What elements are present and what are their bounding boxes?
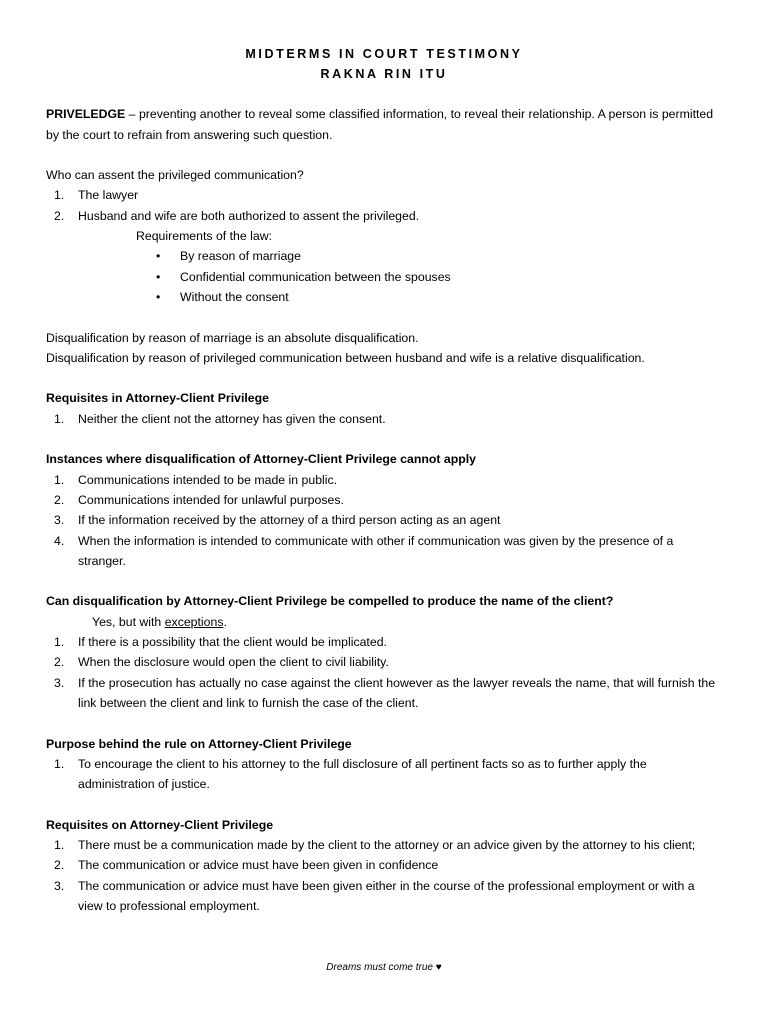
list-item: [46, 267, 722, 287]
list-item: [46, 287, 722, 307]
disqualification-relative: Disqualification by reason of privileged communication between husband and wife is a relative disqualification.: [46, 350, 645, 365]
requisites-list: [46, 409, 722, 429]
list-text: Neither the client not the attorney has given the consent.: [78, 411, 386, 426]
list-text: Communications intended for unlawful purposes.: [78, 492, 344, 507]
exceptions-link: exceptions: [164, 614, 224, 629]
requirements-heading: Requirements of the law:: [136, 229, 273, 244]
list-item: [46, 490, 722, 510]
disqualification-absolute: Disqualification by reason of marriage is an absolute disqualification.: [46, 330, 419, 345]
list-item: [46, 754, 722, 795]
list-number: 1.: [54, 837, 65, 852]
instances-list: [46, 470, 722, 571]
compelled-heading: Can disqualification by Attorney-Client Privilege be compelled to produce the name of the client?: [46, 594, 614, 609]
answer-prefix: Yes, but with: [92, 614, 165, 629]
list-text: By reason of marriage: [180, 249, 301, 264]
list-item: [46, 185, 722, 205]
list-text: To encourage the client to his attorney to the full disclosure of all pertinent facts so as to further apply the administration of justice.: [78, 756, 647, 792]
list-number: 1.: [54, 411, 65, 426]
list-text: Husband and wife are both authorized to assent the privileged.: [78, 208, 420, 223]
list-text: The communication or advice must have been given in confidence: [78, 858, 439, 873]
requisites-heading: Requisites in Attorney-Client Privilege: [46, 391, 269, 406]
list-text: Confidential communication between the spouses: [180, 269, 451, 284]
list-number: 4.: [54, 533, 65, 548]
list-text: There must be a communication made by the client to the attorney or an advice given by the attorney to his client;: [78, 837, 696, 852]
instances-heading: Instances where disqualification of Attorney-Client Privilege cannot apply: [46, 452, 477, 467]
list-number: 3.: [54, 675, 65, 690]
list-item: [46, 531, 722, 572]
list-item: [46, 246, 722, 266]
page-footer: Dreams must come true ♥: [326, 962, 442, 973]
who-can-assert-list: [46, 185, 722, 226]
exceptions-list: [46, 632, 722, 713]
list-number: 1.: [54, 756, 65, 771]
list-number: 2.: [54, 208, 65, 223]
list-text: When the information is intended to communicate with other if communication was given by the presence of a stranger.: [78, 533, 674, 568]
list-item: [46, 632, 722, 652]
list-number: 2.: [54, 492, 65, 507]
list-text: Communications intended to be made in public.: [78, 472, 338, 487]
requisites-on-heading: Requisites on Attorney-Client Privilege: [46, 817, 274, 832]
list-text: The lawyer: [78, 188, 139, 203]
requisites-on-list: [46, 835, 722, 916]
list-item: [46, 835, 722, 855]
list-text: Without the consent: [180, 289, 289, 304]
list-item: [46, 652, 722, 672]
bullet-icon: •: [156, 289, 161, 304]
purpose-heading: Purpose behind the rule on Attorney-Client Privilege: [46, 736, 352, 751]
list-item: [46, 510, 722, 530]
privilege-term: PRIVELEDGE: [46, 107, 126, 122]
list-item: [46, 673, 722, 714]
list-item: [46, 206, 722, 226]
compelled-answer: [46, 612, 722, 632]
list-text: When the disclosure would open the client to civil liability.: [78, 655, 389, 670]
list-number: 1.: [54, 188, 65, 203]
list-number: 1.: [54, 472, 65, 487]
list-number: 3.: [54, 878, 65, 893]
privilege-definition-text: – preventing another to reveal some classified information, to reveal their relationship. A person is permitted by the court to refrain from answering such question.: [46, 107, 714, 142]
list-number: 3.: [54, 513, 65, 528]
page-subtitle: RAKNA RIN ITU: [320, 67, 448, 81]
purpose-list: [46, 754, 722, 795]
bullet-icon: •: [156, 269, 161, 284]
list-text: The communication or advice must have been given either in the course of the professional employment or with a view to professional employment.: [78, 878, 695, 913]
privilege-definition: [46, 104, 722, 145]
list-text: If the information received by the attorney of a third person acting as an agent: [78, 513, 501, 528]
list-item: [46, 470, 722, 490]
who-can-assert-question: Who can assent the privileged communication?: [46, 168, 304, 183]
list-number: 2.: [54, 858, 65, 873]
list-item: [46, 876, 722, 917]
list-text: If the prosecution has actually no case against the client however as the lawyer reveals the name, that will furnish the link between the client and link to furnish the case of the client.: [78, 675, 716, 710]
answer-suffix: .: [223, 614, 227, 629]
list-item: [46, 409, 722, 429]
page-title: MIDTERMS IN COURT TESTIMONY: [245, 47, 523, 61]
list-number: 1.: [54, 635, 65, 650]
list-text: If there is a possibility that the client would be implicated.: [78, 635, 387, 650]
bullet-icon: •: [156, 249, 161, 264]
requirements-list: [46, 246, 722, 307]
document-body: [46, 104, 722, 916]
list-item: [46, 855, 722, 875]
list-number: 2.: [54, 655, 65, 670]
